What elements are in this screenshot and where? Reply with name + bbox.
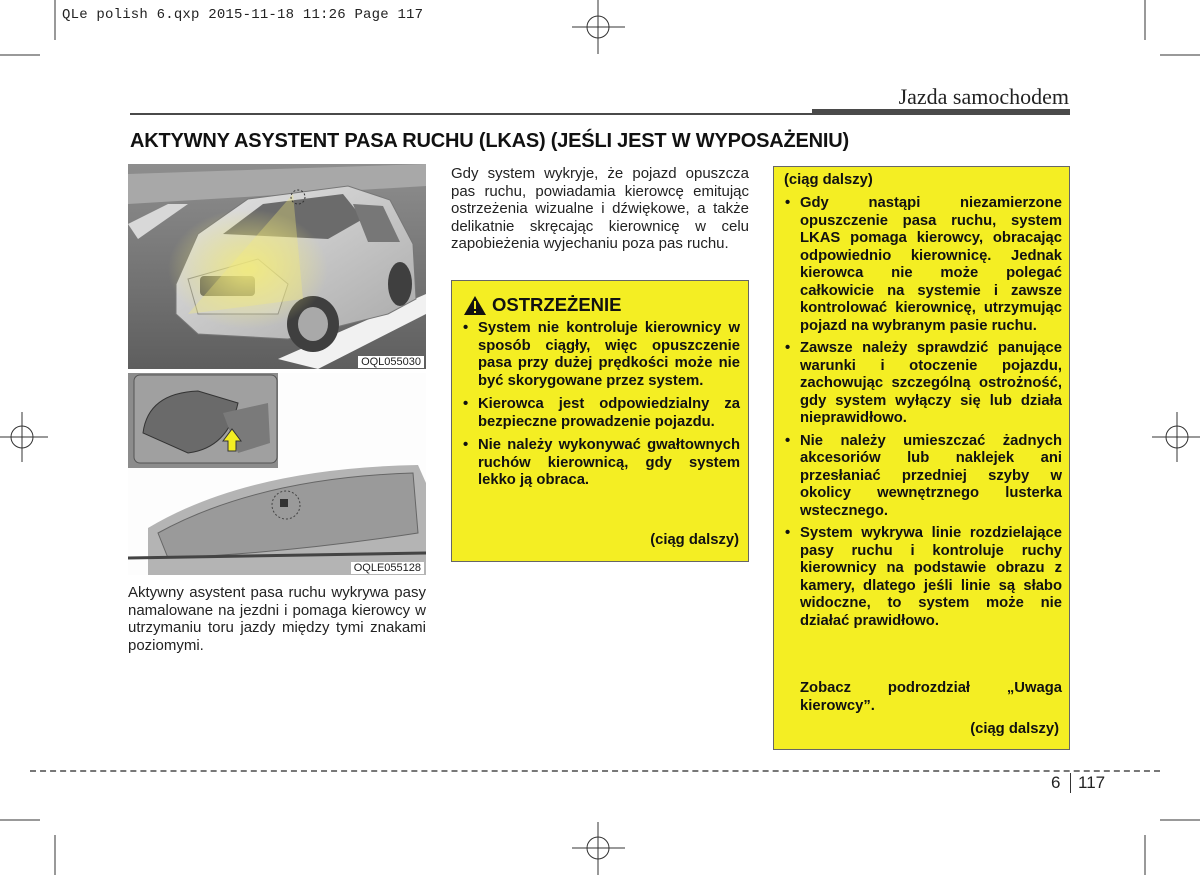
footer-rule xyxy=(30,770,1160,772)
continuation-item: • Gdy nastąpi niezamierzone opuszczenie pasa ruchu, system LKAS pomaga kierowcy, obracając odpowiednio kierownicę. Jednak kierowca nie może polegać całkowicie na systemie i zawsze kontrolować kierownicę, utrzymując pojazd na wybranym pasie ruchu. xyxy=(780,195,1062,335)
figure-code: OQLE055128 xyxy=(351,562,424,574)
continuation-item: • Nie należy umieszczać żadnych akcesoriów lub naklejek ani przesłaniać przedniej szyby w okolicy wewnętrznego lusterka wstecznego. xyxy=(780,433,1062,521)
windshield-illustration xyxy=(128,373,426,575)
warning-header xyxy=(464,294,622,316)
see-also-note: Zobacz podrozdział „Uwaga kierowcy”. xyxy=(800,680,1062,714)
figure-suv xyxy=(128,164,426,369)
warning-item: • Nie należy wykonywać gwałtownych ruchów kierownicą, gdy system lekko ją obraca. xyxy=(458,437,740,490)
warning-triangle-icon xyxy=(464,296,486,315)
figure-code: OQL055030 xyxy=(358,356,424,368)
system-paragraph: Gdy system wykryje, że pojazd opuszcza pas ruchu, powiadamia kierowcę emitując ostrzeżenia wizualne i dźwiękowe, a także delikatnie skręcając kierownicę w celu zapobieżenia wyjechaniu poza pas ruchu. xyxy=(451,165,749,252)
chapter-number: 6 xyxy=(1051,773,1061,792)
continuation-item: • System wykrywa linie rozdzielające pasy ruchu i kontroluje ruchy kierownicy na podstawie obrazu z kamery, dlatego jeśli linie są słabo widoczne, to system może nie działać prawidłowo. xyxy=(780,525,1062,630)
warning-list xyxy=(458,320,740,496)
warning-item: • System nie kontroluje kierownicy w sposób ciągły, więc opuszczenie pasa przy dużej prędkości może nie być skorygowane przez system. xyxy=(458,320,740,390)
warning-continued: (ciąg dalszy) xyxy=(650,532,739,548)
warning-title: OSTRZEŻENIE xyxy=(492,294,622,315)
header-rule-accent xyxy=(812,109,1070,115)
section-title: Jazda samochodem xyxy=(898,84,1069,109)
continuation-continued: (ciąg dalszy) xyxy=(970,721,1059,737)
continuation-item: • Zawsze należy sprawdzić panujące warunki i otoczenie pojazdu, zachowując szczególną ostrożność, gdy system wyłączy się lub działa nieprawidłowo. xyxy=(780,340,1062,428)
page-title: AKTYWNY ASYSTENT PASA RUCHU (LKAS) (JEŚLI JEST W WYPOSAŻENIU) xyxy=(130,130,849,152)
suv-illustration xyxy=(128,164,426,369)
continuation-header: (ciąg dalszy) xyxy=(784,172,873,188)
figure-windshield xyxy=(128,373,426,575)
page-number: 117 xyxy=(1078,773,1106,792)
continuation-list xyxy=(780,195,1062,635)
warning-box xyxy=(451,280,749,562)
printer-slug: QLe polish 6.qxp 2015-11-18 11:26 Page 117 xyxy=(62,7,424,23)
warning-item: • Kierowca jest odpowiedzialny za bezpieczne prowadzenie pojazdu. xyxy=(458,396,740,431)
intro-paragraph: Aktywny asystent pasa ruchu wykrywa pasy namalowane na jezdni i pomaga kierowcy w utrzymaniu toru jazdy między tymi znakami poziomymi. xyxy=(128,584,426,654)
page-separator xyxy=(1070,773,1071,793)
continuation-box xyxy=(773,166,1070,750)
